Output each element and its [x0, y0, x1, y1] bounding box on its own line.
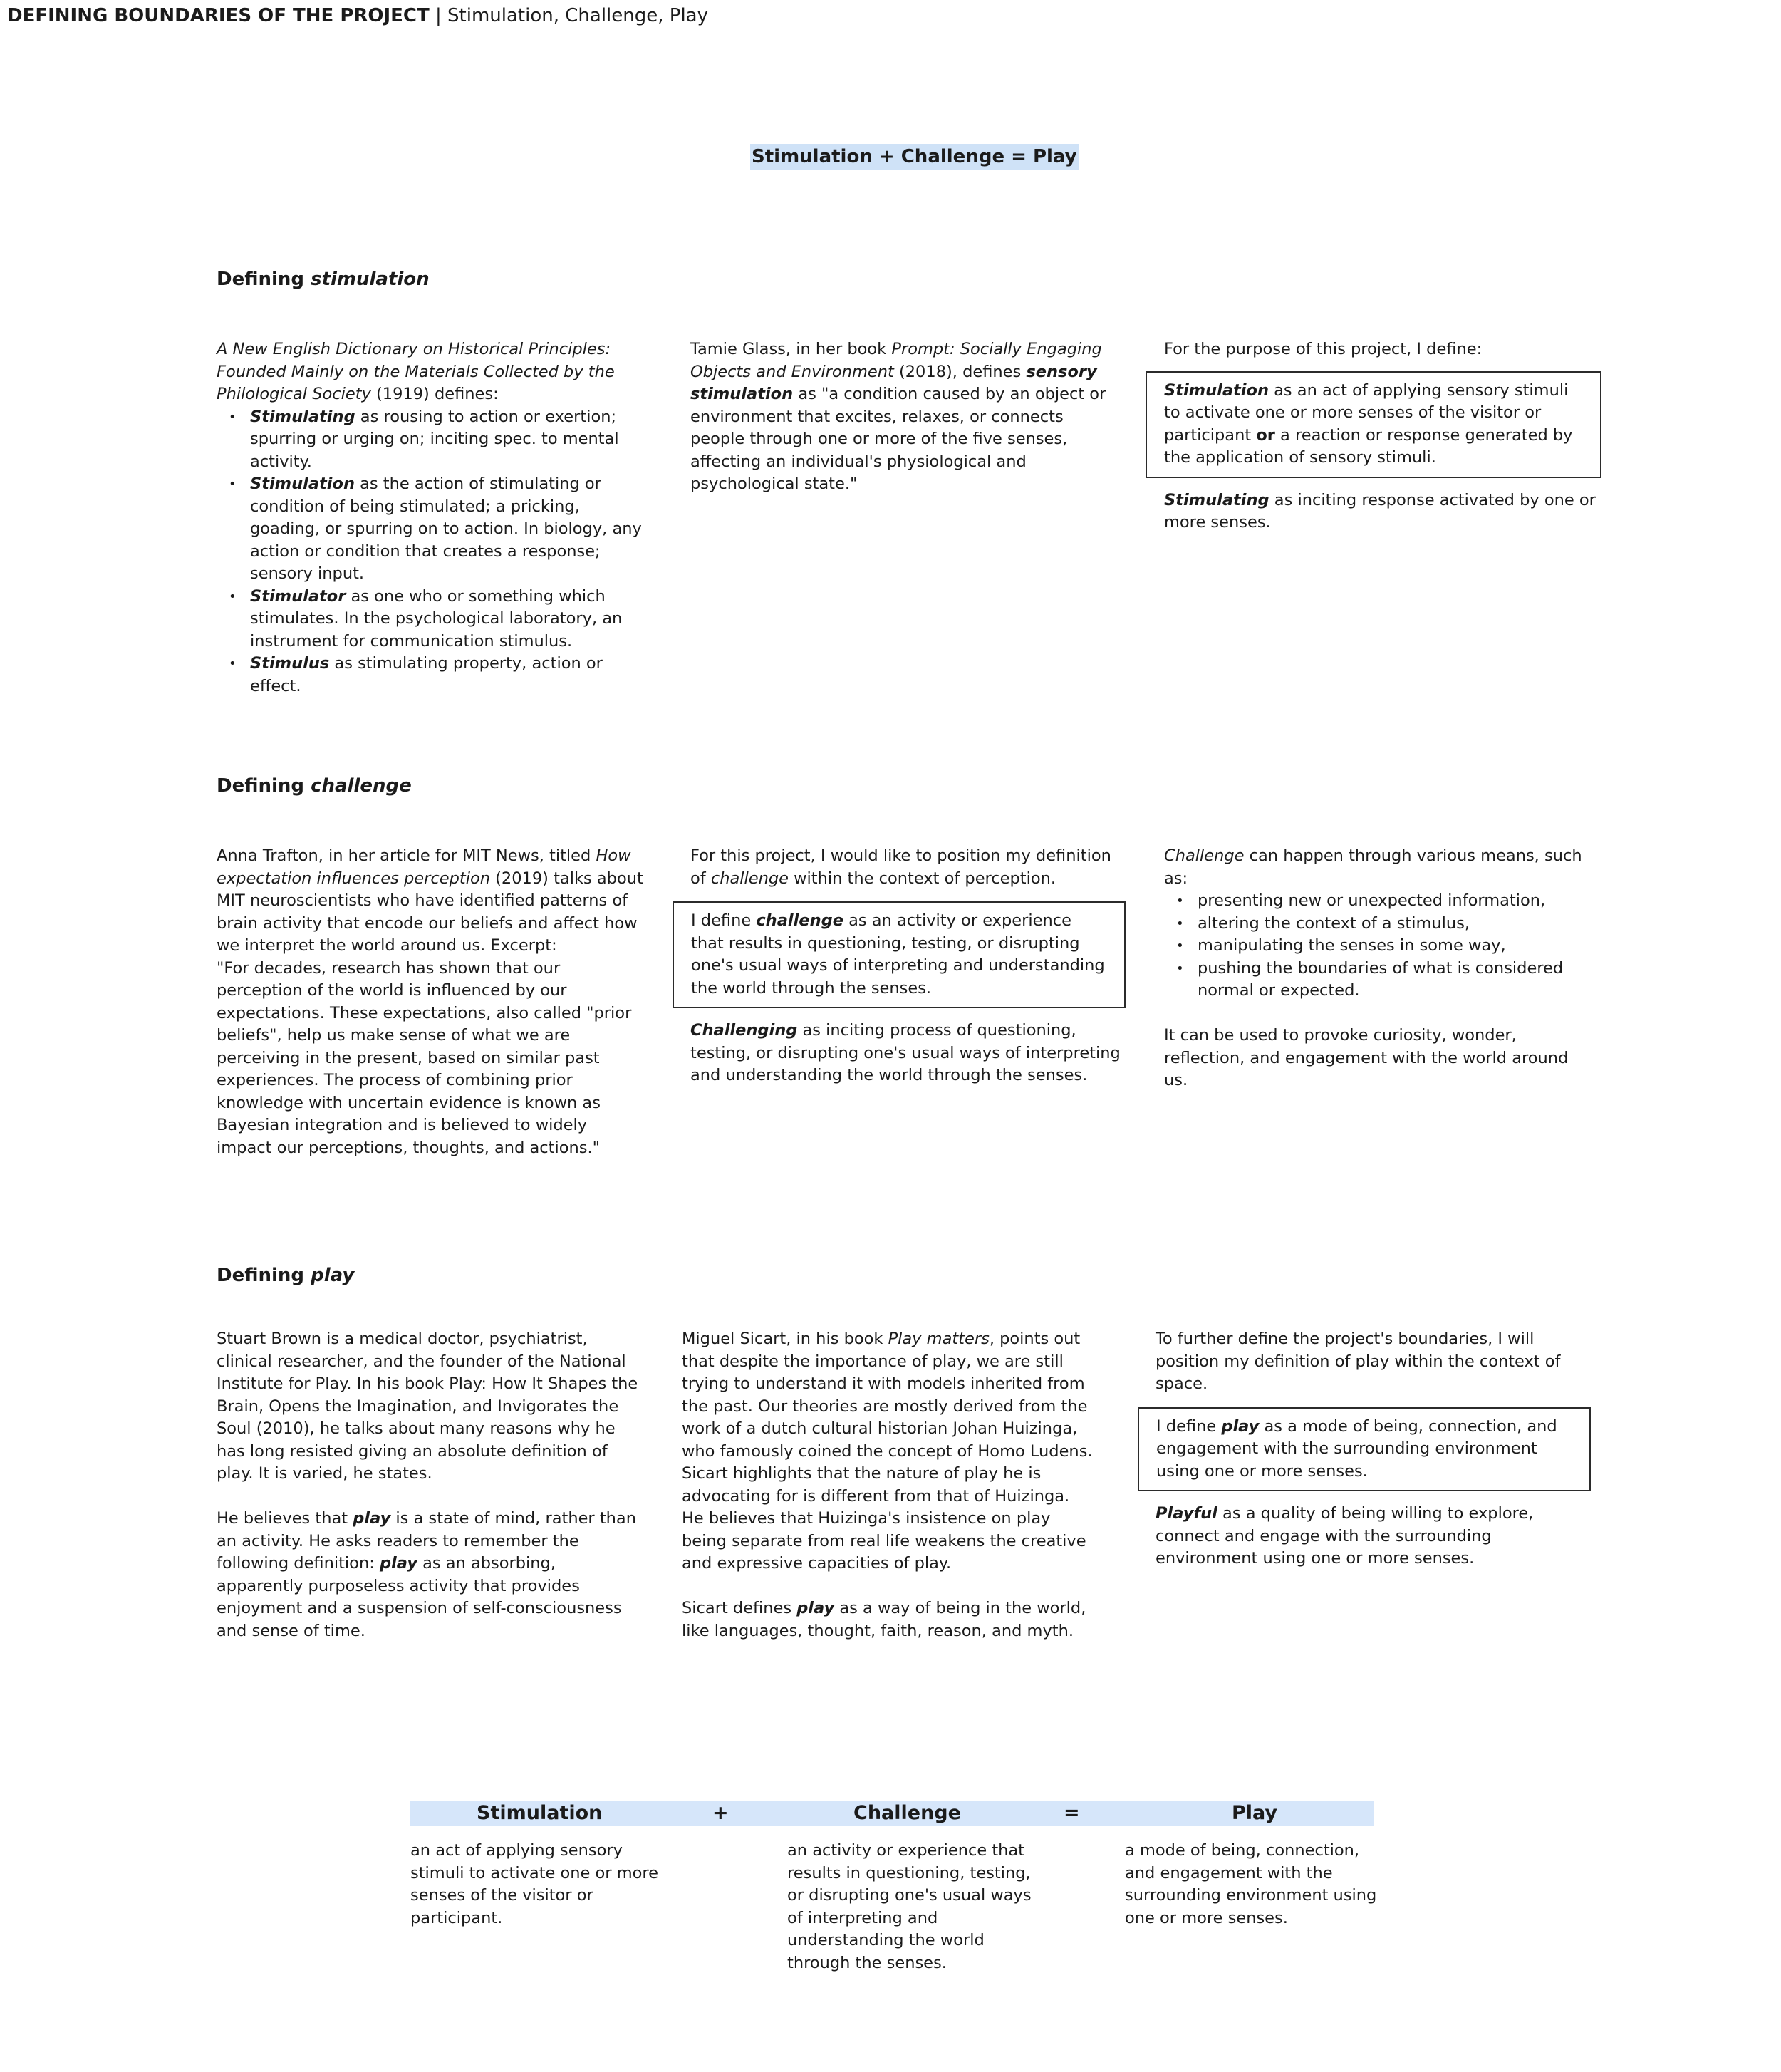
challenge-means-outro: It can be used to provoke curiosity, wonder, reflection, and engagement with the world around us. — [1164, 1026, 1569, 1089]
heading-term: challenge — [311, 775, 412, 797]
sicart-paragraph — [682, 1328, 1096, 1575]
defined-term: play — [353, 1509, 391, 1528]
text-run: can happen through various means, such as: — [1164, 846, 1582, 888]
summary-stimulation-label: Stimulation — [477, 1802, 603, 1824]
defined-term: sensory stimulation — [690, 362, 1097, 403]
text-run: as inciting process of questioning, testing, or disrupting one's usual ways of interpreting and understanding the world through the senses. — [690, 1021, 1121, 1084]
stimulation-column-glass — [690, 338, 1111, 496]
sicart-definition — [682, 1597, 1096, 1642]
challenge-column-means — [1164, 845, 1592, 1092]
challenge-intro — [673, 845, 1126, 890]
brown-paragraph: Stuart Brown is a medical doctor, psychiatrist, clinical researcher, and the founder of the National Institute for Play. In his book Play: How It Shapes the Brain, Opens the Imagination, and Invigorates the Soul (2010), he talks about many reasons why he has long resisted giving an absolute definition of play. It is varied, he states. — [217, 1330, 638, 1483]
play-definition-box — [1138, 1407, 1591, 1492]
text-run: a reaction or response generated by the application of sensory stimuli. — [1164, 425, 1573, 467]
text-run: , points out that despite the importance of play, we are still trying to understand it with models inherited from the past. Our theories are mostly derived from the work of a dutch cultural historian Johan Huizinga, who famously coined the concept of Homo Ludens. Sicart highlights that the nature of play he is advocating for is different from that of Huizinga. He believes that Huizinga's insistence on play being separate from real life weakens the creative and expressive capacities of play. — [682, 1330, 1093, 1573]
dictionary-list — [217, 406, 644, 698]
challenge-means-list — [1164, 890, 1592, 1003]
heading-prefix: Defining — [217, 269, 311, 290]
text-run: as a way of being in the world, like languages, thought, faith, reason, and myth. — [682, 1599, 1086, 1640]
heading-term: stimulation — [311, 269, 430, 290]
list-item — [250, 406, 644, 474]
book-title: Prompt: Socially Engaging Objects and Environment — [690, 340, 1102, 381]
defined-term: Stimulating — [1164, 490, 1269, 509]
defined-term: Challenge — [1164, 846, 1245, 865]
text-run: as an act of applying sensory stimuli to activate one or more senses of the visitor or participant — [1164, 380, 1569, 445]
text-run: (2019) talks about MIT neuroscientists who have identified patterns of brain activity that encode our beliefs and affect how we interpret the world around us. Excerpt: — [217, 869, 643, 955]
list-item: • altering the context of a stimulus, — [1198, 913, 1592, 936]
project-intro: For the purpose of this project, I define: — [1164, 340, 1483, 358]
text-run: as a quality of being willing to explore, connect and engage with the surrounding environment using one or more senses. — [1156, 1504, 1534, 1568]
text-run: Sicart defines — [682, 1599, 797, 1617]
play-column-sicart — [682, 1328, 1096, 1642]
summary-challenge-definition: an activity or experience that results in questioning, testing, or disrupting one's usual ways of interpreting and understanding the world through the senses. — [787, 1841, 1032, 1972]
trafton-quote: "For decades, research has shown that our perception of the world is influenced by our expectations. These expectations, also called "prior beliefs", help us make sense of what we are perceiving in the present, based on similar past experiences. The process of combining prior knowledge with uncertain evidence is known as Bayesian integration and is believed to widely impact our perceptions, thoughts, and actions." — [217, 958, 632, 1157]
stimulating-definition — [1146, 489, 1601, 534]
defined-term: play — [796, 1599, 835, 1617]
text-run: He believes that — [217, 1509, 353, 1528]
defined-term: Challenging — [690, 1021, 798, 1040]
heading-prefix: Defining — [217, 1265, 311, 1286]
challenge-definition-box — [673, 901, 1126, 1008]
text-run: as inciting response activated by one or more senses. — [1164, 490, 1596, 532]
summary-equals: = — [1064, 1802, 1080, 1824]
brown-definition — [217, 1508, 644, 1642]
text-run: as a mode of being, connection, and engagement with the surrounding environment using one or more senses. — [1156, 1416, 1557, 1481]
section-heading-play — [217, 1263, 354, 1288]
list-item: • presenting new or unexpected information, — [1198, 890, 1592, 913]
list-item: • manipulating the senses in some way, — [1198, 935, 1592, 958]
stimulation-column-project — [1146, 338, 1601, 534]
book-title: Play matters — [888, 1330, 990, 1348]
text-run: is a state of mind, rather than an activity. He asks readers to remember the following definition: — [217, 1509, 636, 1573]
header-title: DEFINING BOUNDARIES OF THE PROJECT — [7, 5, 430, 26]
play-column-brown — [217, 1328, 644, 1642]
challenge-means-intro — [1164, 845, 1592, 890]
trafton-intro — [217, 845, 644, 958]
list-item — [250, 653, 644, 698]
list-item-text: as one who or something which stimulates. In the psychological laboratory, an instrument for communication stimulus. — [250, 586, 623, 651]
stimulation-definition-box — [1146, 371, 1601, 478]
list-item — [250, 473, 644, 586]
summary-equation-bar — [410, 1801, 1374, 1826]
text-run: For this project, I would like to position my definition of — [690, 846, 1111, 888]
summary-play-definition: a mode of being, connection, and engagement with the surrounding environment using one or more senses. — [1125, 1841, 1377, 1927]
heading-term: play — [311, 1265, 355, 1286]
text-run: within the context of perception. — [789, 869, 1056, 888]
text-run: I define — [1156, 1416, 1222, 1436]
text-run: Miguel Sicart, in his book — [682, 1330, 888, 1348]
glass-definition — [690, 338, 1111, 496]
text-run-bold: or — [1256, 425, 1275, 445]
summary-stimulation-definition: an act of applying sensory stimuli to activate one or more senses of the visitor or participant. — [410, 1841, 658, 1927]
summary-plus: + — [712, 1802, 729, 1824]
section-heading-stimulation — [217, 266, 430, 292]
text-run: Tamie Glass, in her book — [690, 340, 892, 358]
list-item-text: as the action of stimulating or condition of being stimulated; a pricking, goading, or spurring on to action. In biology, any action or condition that creates a response; sensory input. — [250, 475, 642, 583]
challenging-definition — [673, 1020, 1126, 1087]
section-heading-challenge — [217, 773, 412, 799]
heading-prefix: Defining — [217, 775, 311, 797]
play-intro: To further define the project's boundaries, I will position my definition of play within the context of space. — [1156, 1330, 1561, 1393]
defined-term: challenge — [710, 869, 789, 888]
challenge-column-project — [673, 845, 1126, 1087]
text-run: I define — [691, 911, 757, 930]
summary-play-label: Play — [1232, 1802, 1278, 1824]
article-title: How expectation influences perception — [217, 846, 631, 888]
dictionary-title: A New English Dictionary on Historical Principles: Founded Mainly on the Materials Collected by the Philological Society — [217, 340, 615, 403]
playful-definition — [1138, 1503, 1591, 1570]
dictionary-source — [217, 338, 644, 406]
defined-term: Stimulation — [1164, 380, 1269, 400]
play-column-project — [1138, 1328, 1591, 1570]
page-header — [7, 3, 708, 29]
list-item-text: as rousing to action or exertion; spurring or urging on; inciting spec. to mental activity. — [250, 407, 619, 471]
text-run: (2018), defines — [893, 362, 1027, 381]
equation-title: Stimulation + Challenge = Play — [750, 144, 1079, 170]
defined-term: Playful — [1156, 1504, 1217, 1523]
stimulation-column-dictionary — [217, 338, 644, 698]
list-item — [250, 586, 644, 653]
defined-term: play — [379, 1554, 417, 1573]
list-item-term: Stimulus — [250, 654, 330, 673]
text-run: as an activity or experience that results in questioning, testing, or disrupting one's usual ways of interpreting and understanding the world through the senses. — [691, 911, 1105, 998]
list-item-term: Stimulating — [250, 407, 355, 426]
defined-term: play — [1221, 1416, 1260, 1436]
list-item-text: as stimulating property, action or effect. — [250, 654, 603, 695]
text-run: Anna Trafton, in her article for MIT News, titled — [217, 846, 596, 865]
list-item-term: Stimulator — [250, 586, 346, 606]
challenge-column-trafton — [217, 845, 644, 1159]
list-item-term: Stimulation — [250, 475, 355, 493]
summary-challenge-label: Challenge — [853, 1802, 961, 1824]
defined-term: challenge — [756, 911, 843, 930]
text-run: as "a condition caused by an object or environment that excites, relaxes, or connects people through one or more of the five senses, affecting an individual's physiological and psychological state." — [690, 385, 1106, 493]
header-subtitle: Stimulation, Challenge, Play — [447, 5, 709, 26]
header-separator: | — [429, 5, 448, 26]
list-item: • pushing the boundaries of what is considered normal or expected. — [1198, 958, 1592, 1003]
text-run: as an absorbing, apparently purposeless activity that provides enjoyment and a suspension of self-consciousness and sense of time. — [217, 1554, 622, 1640]
dictionary-year: (1919) defines: — [370, 385, 499, 403]
